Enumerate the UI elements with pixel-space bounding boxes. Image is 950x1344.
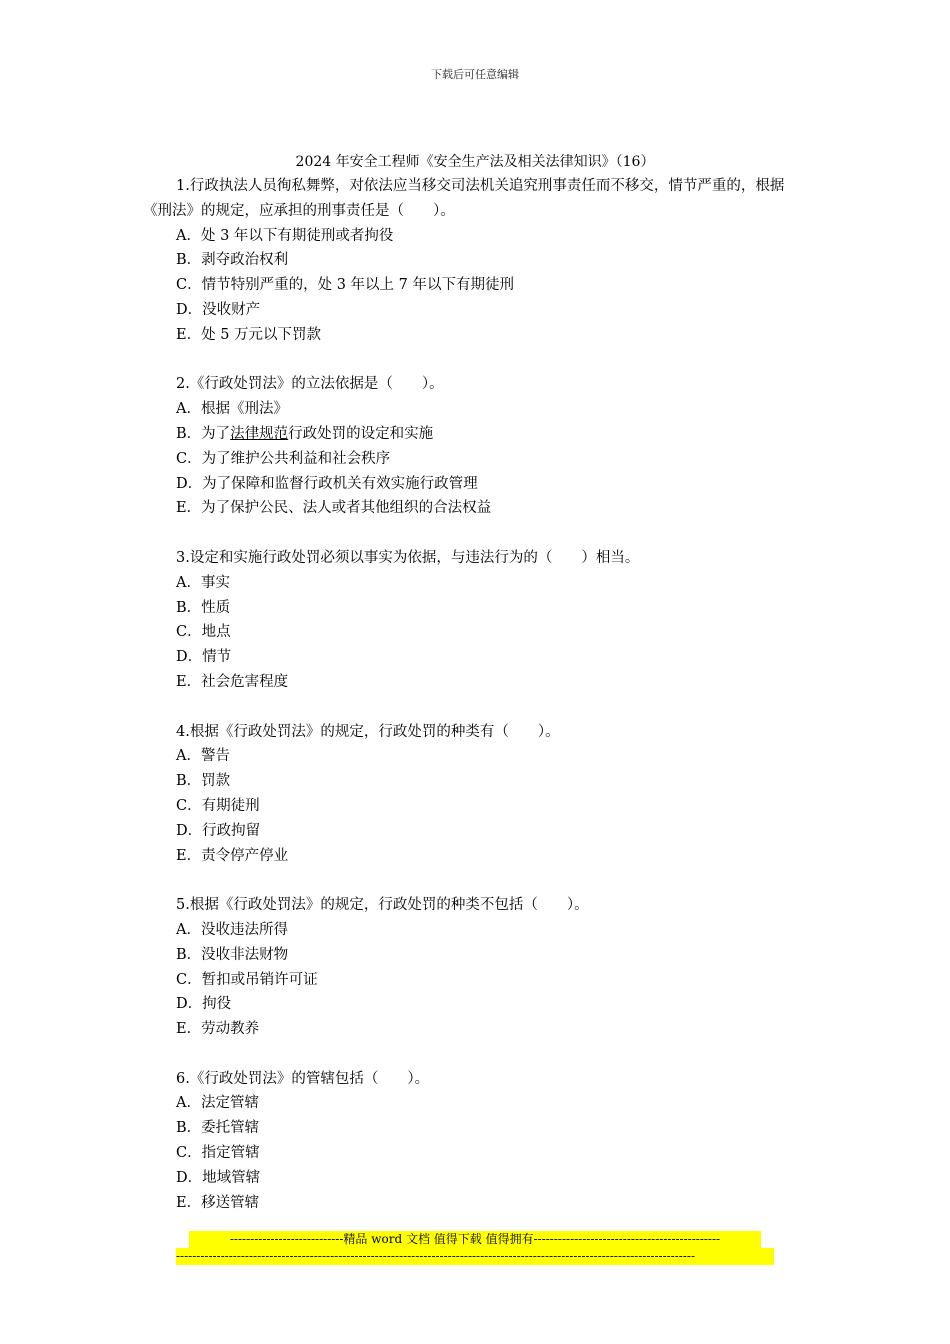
question-1 <box>143 174 803 348</box>
option-c: C．有期徒刑 <box>176 797 260 814</box>
option-c: C．为了维护公共利益和社会秩序 <box>176 450 391 467</box>
option-e: E．为了保护公民、法人或者其他组织的合法权益 <box>176 500 492 517</box>
question-list <box>143 174 803 1215</box>
option-e: E．劳动教养 <box>176 1021 260 1038</box>
question-stem: 2.《行政处罚法》的立法依据是（ ）。 <box>176 376 444 393</box>
option-e: E．移送管辖 <box>176 1194 260 1211</box>
option-b: B．罚款 <box>176 773 231 790</box>
option-a: A．警告 <box>176 748 230 765</box>
option-c: C．暂扣或吊销许可证 <box>176 971 318 988</box>
question-stem: 1.行政执法人员徇私舞弊，对依法应当移交司法机关追究刑事责任而不移交，情节严重的，根据《刑法》的规定，应承担的刑事责任是（ ）。 <box>143 178 785 219</box>
option-a: A．根据《刑法》 <box>176 401 288 418</box>
page-header: 下载后可任意编辑 <box>431 68 519 81</box>
option-d: D．地域管辖 <box>176 1169 261 1186</box>
option-c: C．地点 <box>176 624 231 641</box>
option-b: B．剥夺政治权利 <box>176 252 289 269</box>
option-d: D．行政拘留 <box>176 822 261 839</box>
option-a: A．法定管辖 <box>176 1095 259 1112</box>
document-title: 2024 年安全工程师《安全生产法及相关法律知识》（16） <box>295 154 655 170</box>
option-b: B．委托管辖 <box>176 1120 260 1137</box>
option-d: D．拘役 <box>176 996 232 1013</box>
option-b <box>143 422 803 447</box>
question-6 <box>143 1067 803 1216</box>
option-b: B．性质 <box>176 599 231 616</box>
question-stem: 4.根据《行政处罚法》的规定，行政处罚的种类有（ ）。 <box>176 723 560 740</box>
question-3 <box>143 546 803 695</box>
question-4 <box>143 720 803 869</box>
option-d: D．情节 <box>176 649 232 666</box>
option-b: B．没收非法财物 <box>176 946 289 963</box>
option-a: A．没收违法所得 <box>176 921 288 938</box>
footer-dash-line: -------------------------------------------------------------------------------------------------------------------------------- <box>176 1248 774 1265</box>
option-e: E．处 5 万元以下罚款 <box>176 326 322 343</box>
option-b-suffix: 行政处罚的设定和实施 <box>288 425 434 442</box>
question-stem: 6.《行政处罚法》的管辖包括（ ）。 <box>176 1070 430 1087</box>
option-a: A．事实 <box>176 574 230 591</box>
option-d: D．没收财产 <box>176 301 261 318</box>
option-d: D．为了保障和监督行政机关有效实施行政管理 <box>176 475 478 492</box>
question-5 <box>143 893 803 1042</box>
footer-banner <box>0 1231 950 1265</box>
question-stem: 5.根据《行政处罚法》的规定，行政处罚的种类不包括（ ）。 <box>176 897 589 914</box>
question-2 <box>143 372 803 521</box>
footer-promo-line: ----------------------------精品 word 文档 值得下载 值得拥有---------------------------------------------- <box>189 1231 761 1248</box>
option-c: C．情节特别严重的，处 3 年以上 7 年以下有期徒刑 <box>176 277 514 294</box>
option-b-prefix: B．为了 <box>176 425 231 442</box>
option-e: E．社会危害程度 <box>176 673 289 690</box>
question-stem: 3.设定和实施行政处罚必须以事实为依据，与违法行为的（ ）相当。 <box>176 549 640 566</box>
option-a: A．处 3 年以下有期徒刑或者拘役 <box>176 227 394 244</box>
underlined-term: 法律规范 <box>230 425 289 442</box>
option-c: C．指定管辖 <box>176 1145 260 1162</box>
option-e: E．责令停产停业 <box>176 847 289 864</box>
